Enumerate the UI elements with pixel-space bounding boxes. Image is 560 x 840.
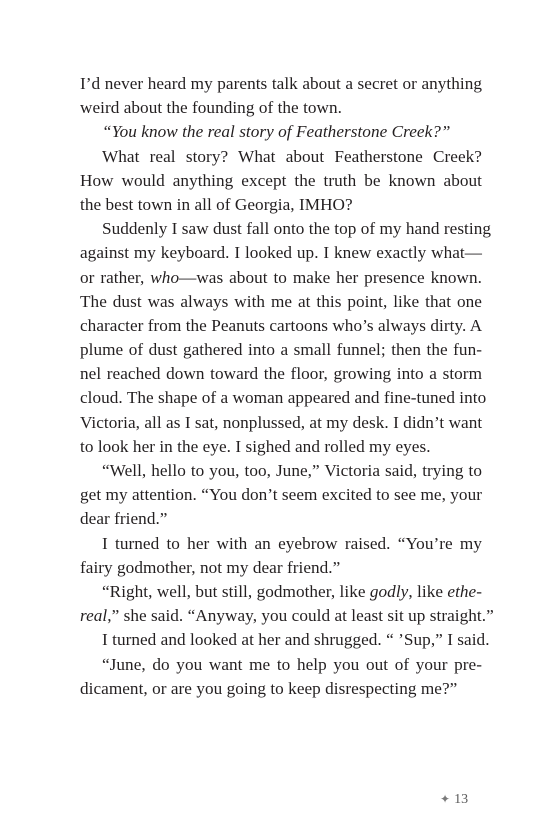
text-line-7: Suddenly I saw dust fall onto the top of my hand resting [102, 219, 491, 239]
text-line-1: I’d never heard my parents talk about a secret or anything [80, 74, 482, 93]
page-body [80, 72, 494, 701]
text-line-9: or rather, who—was about to make her presence known. [80, 267, 482, 287]
text-line-12: plume of dust gathered into a small funnel; then the fun- [80, 340, 482, 360]
text-line-4: What real story? What about Featherstone Creek? [102, 146, 482, 166]
page-number-text: 13 [454, 792, 469, 807]
text-line-10: The dust was always with me at this point, like that one [80, 291, 482, 311]
text-line-16: to look her in the eye. I sighed and rolled my eyes. [80, 436, 431, 456]
text-line-11: character from the Peanuts cartoons who’s always dirty. A [80, 315, 483, 335]
text-line-2: weird about the founding of the town. [80, 98, 342, 118]
text-line-18: get my attention. “You don’t seem excited to see me, your [80, 485, 482, 505]
text-line-26: dicament, or are you going to keep disrespecting me?” [80, 678, 458, 698]
text-line-8: against my keyboard. I looked up. I knew exactly what— [80, 243, 482, 263]
star-ornament-icon: ✦ [440, 792, 451, 806]
text-line-19: dear friend.” [80, 509, 168, 529]
text-line-20: I turned to her with an eyebrow raised. “You’re my [102, 533, 482, 553]
text-line-14: cloud. The shape of a woman appeared and fine-tuned into [80, 388, 487, 408]
text-line-5: How would anything except the truth be known about [80, 170, 482, 190]
page-number [440, 792, 468, 808]
text-line-15: Victoria, all as I sat, nonplussed, at my desk. I didn’t want [80, 412, 483, 432]
text-line-25: “June, do you want me to help you out of your pre- [102, 654, 482, 674]
text-line-6: the best town in all of Georgia, IMHO? [80, 194, 353, 214]
text-line-17: “Well, hello to you, too, June,” Victoria said, trying to [102, 461, 482, 480]
text-line-23: real,” she said. “Anyway, you could at least sit up straight.” [80, 606, 494, 626]
text-line-3: “You know the real story of Featherstone Creek?” [102, 122, 451, 142]
text-line-21: fairy godmother, not my dear friend.” [80, 557, 341, 577]
text-line-13: nel reached down toward the floor, growing into a storm [80, 364, 482, 384]
text-line-22: “Right, well, but still, godmother, like godly, like ethe- [102, 581, 482, 601]
text-line-24: I turned and looked at her and shrugged. “ ’Sup,” I said. [102, 630, 490, 650]
